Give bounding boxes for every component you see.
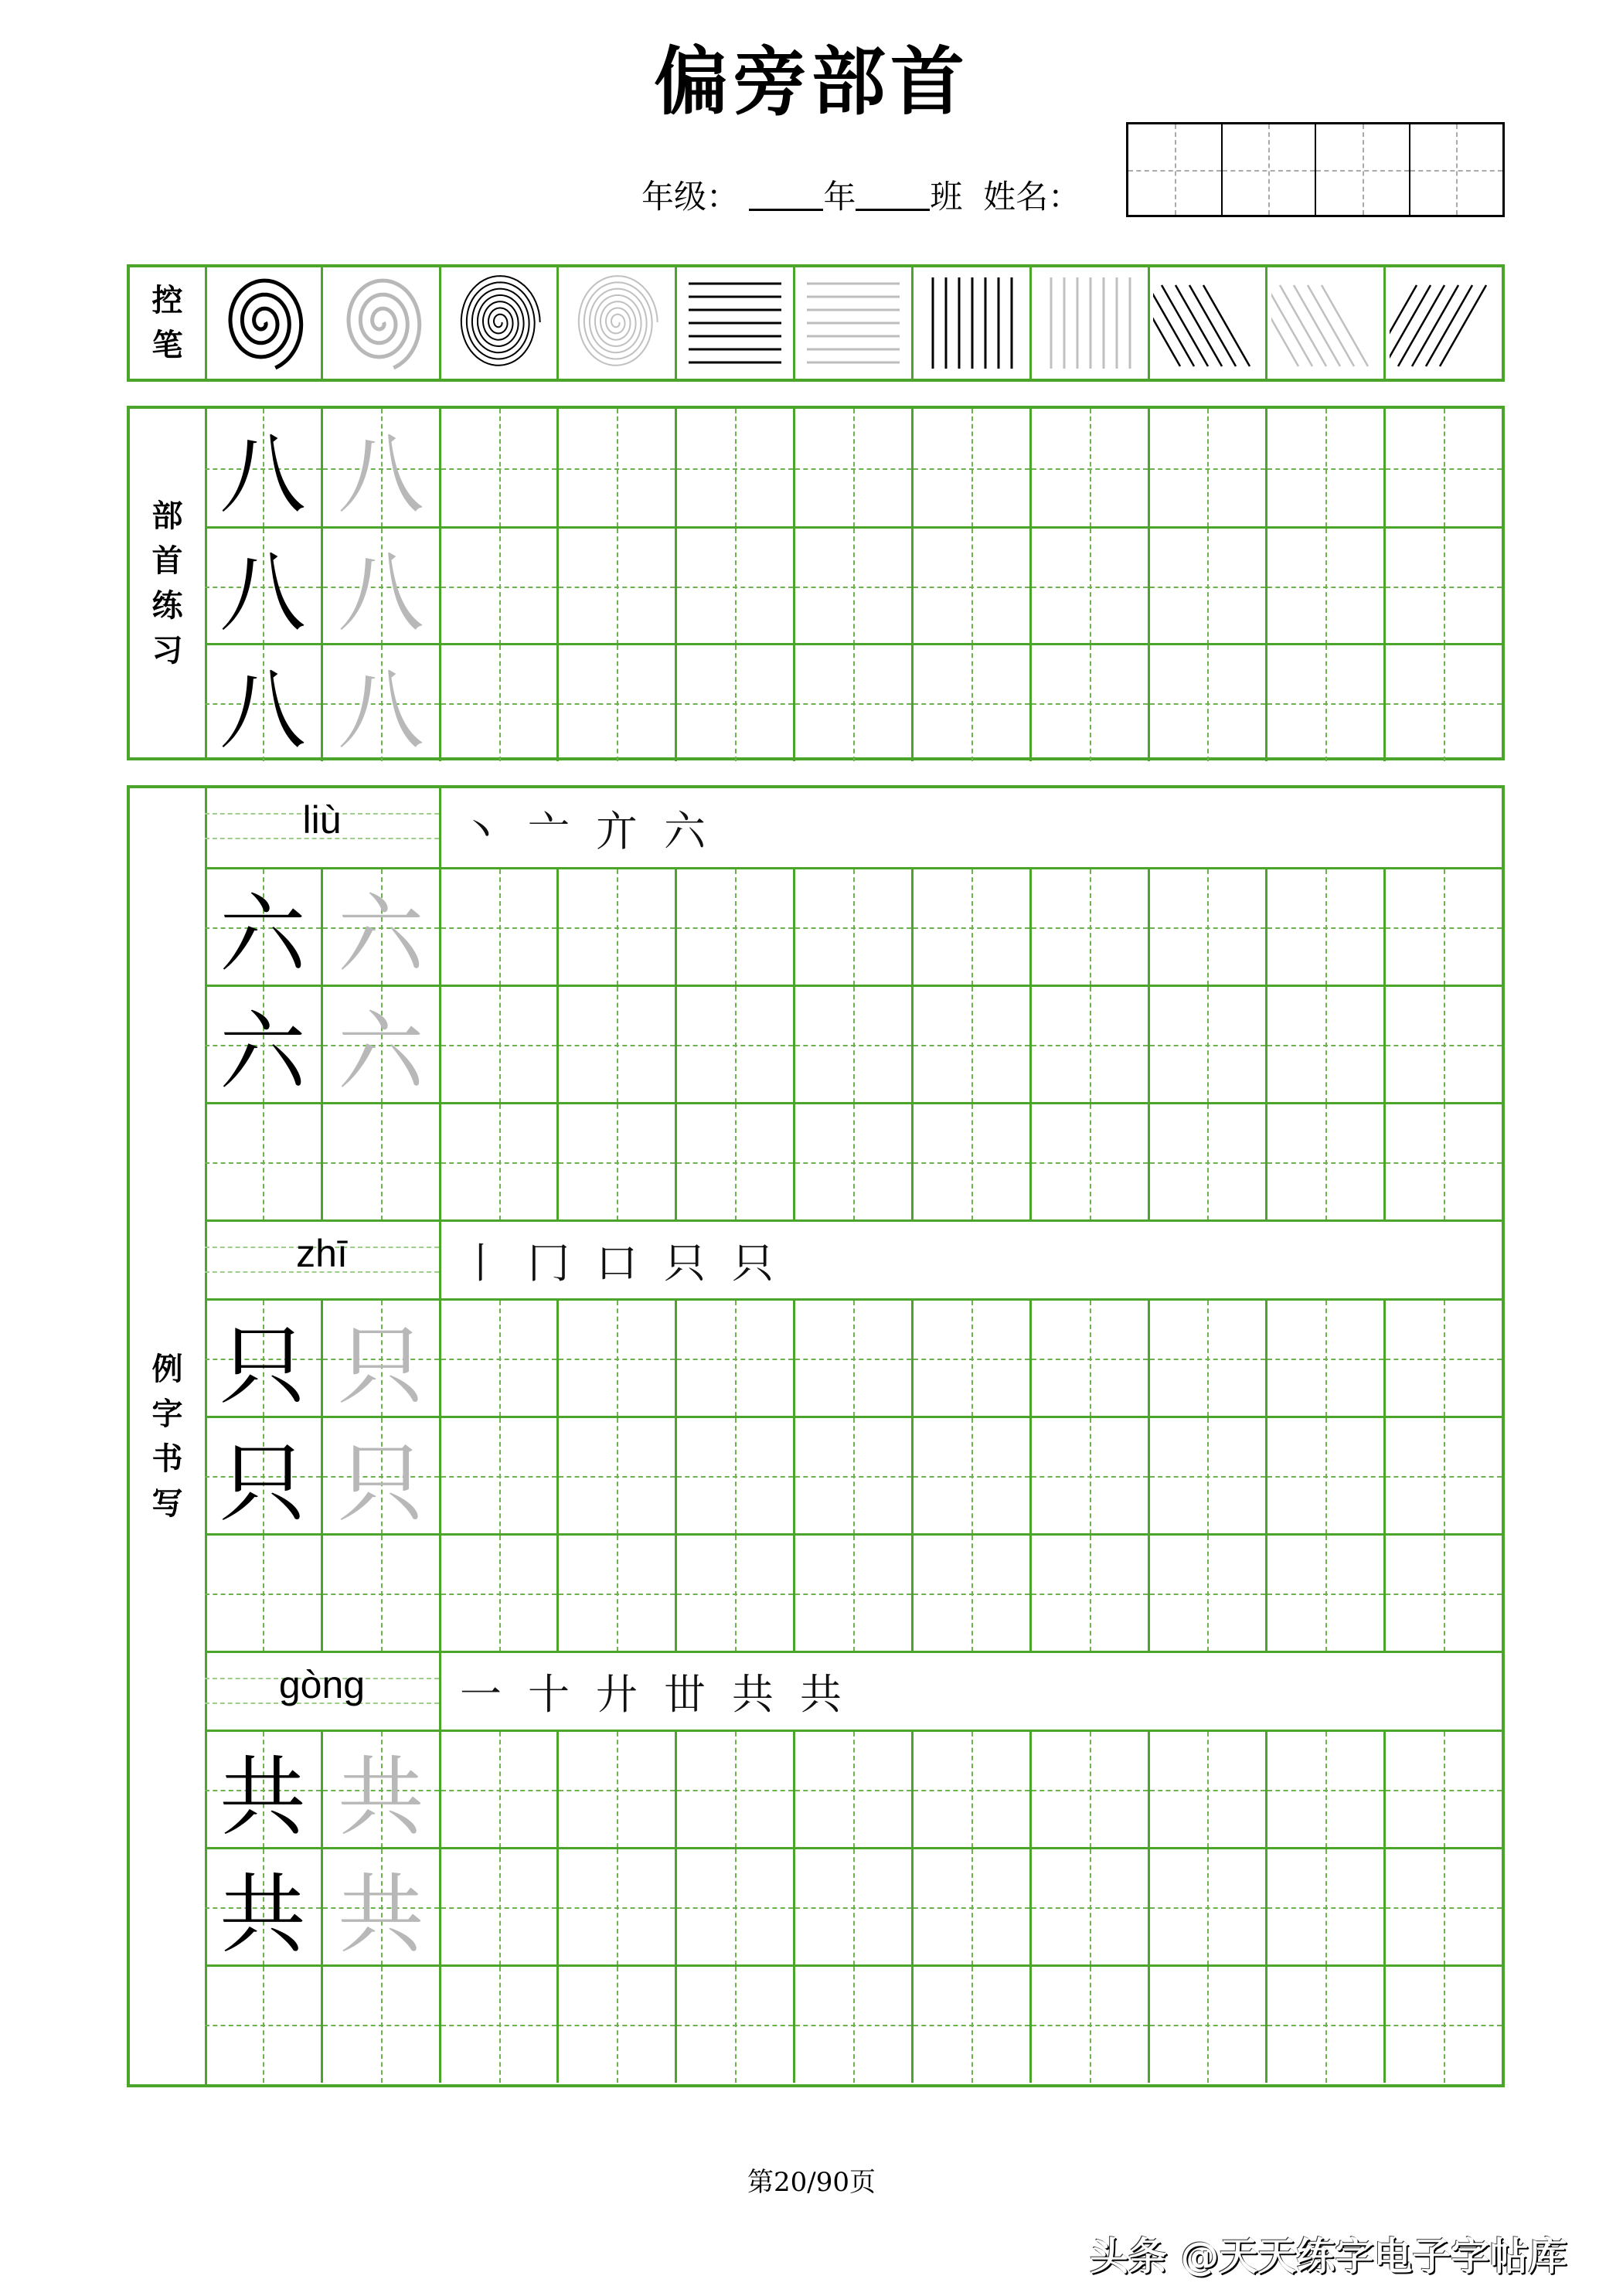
control-pattern-vertical-lines-icon (911, 267, 1029, 379)
tianzige-cell[interactable] (675, 1298, 793, 1417)
tianzige-cell[interactable] (205, 1964, 321, 2083)
tianzige-cell[interactable] (793, 1416, 911, 1534)
tianzige-cell[interactable] (1029, 985, 1148, 1103)
tianzige-cell[interactable] (205, 985, 321, 1103)
stroke-order (441, 788, 1502, 867)
label-char: 书 (151, 1440, 183, 1477)
tianzige-cell[interactable] (1029, 526, 1148, 645)
tianzige-cell[interactable] (1029, 1964, 1148, 2083)
tianzige-cell[interactable] (1265, 985, 1383, 1103)
stroke-step: 廾 (596, 1670, 638, 1719)
tianzige-cell[interactable] (205, 526, 321, 645)
stroke-step: 丗 (664, 1670, 706, 1719)
stroke-step: 丨 (460, 1239, 502, 1287)
tianzige-cell[interactable] (1029, 1298, 1148, 1417)
tianzige-cell[interactable] (1383, 1102, 1502, 1220)
control-pattern-vertical-lines-icon (1029, 267, 1148, 379)
stroke-step: 口 (596, 1239, 638, 1287)
tianzige-cell[interactable] (205, 409, 321, 527)
trace-character: 八 (337, 543, 424, 644)
tianzige-row (205, 1298, 1502, 1417)
stroke-order (441, 1222, 1502, 1298)
model-character: 八 (219, 425, 306, 526)
control-pattern-horizontal-lines-icon (675, 267, 793, 379)
tianzige-cell[interactable] (556, 526, 675, 645)
tianzige-cell[interactable] (911, 1102, 1029, 1220)
tianzige-cell[interactable] (1148, 1416, 1266, 1534)
name-label: 姓名： (983, 178, 1081, 216)
tianzige-cell[interactable] (793, 1964, 911, 2083)
tianzige-cell[interactable] (556, 1964, 675, 2083)
tianzige-cell[interactable] (205, 1533, 321, 1651)
tianzige-cell[interactable] (793, 1533, 911, 1651)
pinyin-box (205, 1222, 441, 1298)
tianzige-cell[interactable] (321, 1964, 439, 2083)
pinyin-stroke-row (205, 1651, 1502, 1730)
page-title: 偏旁部首 (654, 38, 969, 125)
label-char: 控 (151, 282, 183, 318)
stroke-step: 亣 (596, 806, 638, 855)
tianzige-cell[interactable] (1383, 1416, 1502, 1534)
tianzige-cell[interactable] (1265, 1964, 1383, 2083)
tianzige-cell[interactable] (793, 1730, 911, 1848)
label-char: 部 (151, 497, 183, 534)
radical-practice-label (130, 409, 207, 757)
model-character: 共 (219, 1864, 306, 1965)
trace-character: 六 (337, 884, 424, 985)
tianzige-cell[interactable] (321, 1533, 439, 1651)
class-blank[interactable] (856, 181, 930, 211)
tianzige-cell[interactable] (1029, 1847, 1148, 1965)
tianzige-cell[interactable] (321, 1298, 439, 1417)
tianzige-cell[interactable] (556, 643, 675, 761)
tianzige-cell[interactable] (793, 985, 911, 1103)
name-box-cell[interactable] (1410, 124, 1503, 215)
tianzige-row (205, 643, 1502, 761)
tianzige-cell[interactable] (556, 1298, 675, 1417)
pinyin-box (205, 788, 441, 867)
tianzige-row (205, 867, 1502, 985)
tianzige-cell[interactable] (1148, 643, 1266, 761)
tianzige-cell[interactable] (321, 526, 439, 645)
tianzige-cell[interactable] (1383, 1533, 1502, 1651)
pinyin-box (205, 1653, 441, 1730)
tianzige-cell[interactable] (556, 1416, 675, 1534)
tianzige-cell[interactable] (439, 1416, 557, 1534)
tianzige-cell[interactable] (1148, 1102, 1266, 1220)
tianzige-cell[interactable] (1029, 643, 1148, 761)
tianzige-cell[interactable] (1383, 1964, 1502, 2083)
tianzige-cell[interactable] (556, 1730, 675, 1848)
label-char: 写 (151, 1485, 183, 1522)
tianzige-cell[interactable] (439, 1102, 557, 1220)
model-character: 六 (219, 884, 306, 985)
tianzige-cell[interactable] (1148, 1730, 1266, 1848)
trace-character: 六 (337, 1002, 424, 1103)
tianzige-cell[interactable] (793, 1847, 911, 1965)
control-pattern-spiral-thick-icon (321, 267, 439, 379)
tianzige-cell[interactable] (675, 1102, 793, 1220)
tianzige-row (205, 1964, 1502, 2083)
tianzige-cell[interactable] (1265, 1730, 1383, 1848)
tianzige-cell[interactable] (675, 1730, 793, 1848)
tianzige-cell[interactable] (556, 1533, 675, 1651)
control-pen-section (127, 264, 1505, 382)
tianzige-row (205, 409, 1502, 527)
control-pattern-spiral-thin-icon (556, 267, 675, 379)
tianzige-row (205, 1102, 1502, 1220)
name-box-cell[interactable] (1316, 124, 1410, 215)
tianzige-cell[interactable] (1383, 1847, 1502, 1965)
tianzige-row (205, 1730, 1502, 1848)
page-number: 第20/90页 (747, 2167, 876, 2198)
tianzige-cell[interactable] (321, 1847, 439, 1965)
label-char: 笔 (151, 327, 183, 363)
stroke-step: 亠 (528, 806, 570, 855)
control-pattern-horizontal-lines-icon (793, 267, 911, 379)
pinyin-text: liù (302, 798, 342, 842)
tianzige-cell[interactable] (556, 1847, 675, 1965)
label-char: 字 (151, 1395, 183, 1432)
tianzige-row (205, 1416, 1502, 1534)
class-label: 班 (930, 178, 963, 216)
tianzige-cell[interactable] (205, 1298, 321, 1417)
tianzige-cell[interactable] (1265, 867, 1383, 985)
tianzige-cell[interactable] (1265, 1298, 1383, 1417)
tianzige-cell[interactable] (911, 1533, 1029, 1651)
label-char: 练 (151, 587, 183, 624)
label-char: 习 (151, 631, 183, 668)
tianzige-cell[interactable] (675, 409, 793, 527)
tianzige-cell[interactable] (439, 1847, 557, 1965)
tianzige-cell[interactable] (911, 1847, 1029, 1965)
tianzige-cell[interactable] (205, 1102, 321, 1220)
tianzige-cell[interactable] (1148, 409, 1266, 527)
tianzige-cell[interactable] (911, 526, 1029, 645)
tianzige-row (205, 1533, 1502, 1651)
tianzige-cell[interactable] (205, 1730, 321, 1848)
tianzige-cell[interactable] (911, 867, 1029, 985)
name-box-cell[interactable] (1128, 124, 1223, 215)
model-character: 共 (219, 1747, 306, 1848)
student-info-line (641, 172, 1080, 218)
trace-character: 只 (337, 1433, 424, 1534)
model-character: 只 (219, 1315, 306, 1417)
tianzige-cell[interactable] (1029, 1416, 1148, 1534)
name-box[interactable] (1126, 122, 1505, 217)
label-char: 首 (151, 542, 183, 579)
pinyin-text: gòng (278, 1663, 366, 1706)
trace-character: 八 (337, 660, 424, 761)
example-writing-section (127, 785, 1505, 2087)
tianzige-cell[interactable] (205, 643, 321, 761)
control-pattern-diagonal-up-icon (1383, 267, 1502, 379)
tianzige-cell[interactable] (793, 526, 911, 645)
stroke-step: 冂 (528, 1239, 570, 1287)
stroke-step: 共 (732, 1670, 774, 1719)
tianzige-cell[interactable] (1265, 643, 1383, 761)
tianzige-row (205, 1847, 1502, 1965)
tianzige-cell[interactable] (1383, 643, 1502, 761)
tianzige-cell[interactable] (556, 1102, 675, 1220)
trace-character: 共 (337, 1747, 424, 1848)
tianzige-cell[interactable] (321, 985, 439, 1103)
tianzige-cell[interactable] (1148, 985, 1266, 1103)
tianzige-cell[interactable] (675, 1533, 793, 1651)
stroke-step: 丶 (460, 806, 502, 855)
tianzige-cell[interactable] (439, 643, 557, 761)
tianzige-row (205, 526, 1502, 645)
tianzige-cell[interactable] (556, 409, 675, 527)
control-pen-label (130, 267, 207, 379)
tianzige-cell[interactable] (1265, 1533, 1383, 1651)
tianzige-cell[interactable] (1029, 1730, 1148, 1848)
stroke-step: 只 (664, 1239, 706, 1287)
grade-label: 年级： (641, 178, 740, 216)
tianzige-cell[interactable] (1148, 1533, 1266, 1651)
tianzige-cell[interactable] (439, 1730, 557, 1848)
tianzige-cell[interactable] (439, 1964, 557, 2083)
stroke-order (441, 1653, 1502, 1730)
tianzige-cell[interactable] (439, 985, 557, 1103)
grade-year-blank[interactable] (749, 181, 823, 211)
model-character: 八 (219, 660, 306, 761)
watermark: 头条 @天天练字电子字帖库 (1090, 2234, 1567, 2279)
tianzige-cell[interactable] (1029, 409, 1148, 527)
tianzige-cell[interactable] (1148, 867, 1266, 985)
tianzige-cell[interactable] (1148, 1298, 1266, 1417)
model-character: 六 (219, 1002, 306, 1103)
tianzige-cell[interactable] (1029, 1102, 1148, 1220)
stroke-step: 共 (800, 1670, 842, 1719)
radical-practice-section (127, 406, 1505, 760)
tianzige-cell[interactable] (1029, 867, 1148, 985)
tianzige-cell[interactable] (675, 867, 793, 985)
pinyin-stroke-row (205, 1219, 1502, 1298)
control-pattern-spiral-thin-icon (439, 267, 557, 379)
tianzige-cell[interactable] (321, 1416, 439, 1534)
tianzige-cell[interactable] (321, 643, 439, 761)
tianzige-cell[interactable] (205, 867, 321, 985)
control-pattern-spiral-thick-icon (205, 267, 321, 379)
tianzige-cell[interactable] (321, 867, 439, 985)
tianzige-cell[interactable] (911, 409, 1029, 527)
example-writing-label (130, 788, 207, 2084)
tianzige-cell[interactable] (439, 526, 557, 645)
trace-character: 只 (337, 1315, 424, 1417)
tianzige-cell[interactable] (1383, 985, 1502, 1103)
control-pattern-diagonal-down-icon (1148, 267, 1266, 379)
tianzige-cell[interactable] (1383, 867, 1502, 985)
tianzige-cell[interactable] (321, 1730, 439, 1848)
control-pattern-diagonal-down-icon (1265, 267, 1383, 379)
tianzige-cell[interactable] (1265, 1847, 1383, 1965)
tianzige-cell[interactable] (911, 643, 1029, 761)
stroke-step: 十 (528, 1670, 570, 1719)
tianzige-cell[interactable] (439, 867, 557, 985)
tianzige-cell[interactable] (205, 1416, 321, 1534)
tianzige-cell[interactable] (1265, 1102, 1383, 1220)
tianzige-cell[interactable] (793, 867, 911, 985)
tianzige-cell[interactable] (911, 1416, 1029, 1534)
tianzige-cell[interactable] (1148, 526, 1266, 645)
label-char: 例 (151, 1350, 183, 1387)
stroke-step: 只 (732, 1239, 774, 1287)
tianzige-cell[interactable] (1383, 1298, 1502, 1417)
tianzige-cell[interactable] (675, 1416, 793, 1534)
stroke-step: 六 (664, 806, 706, 855)
tianzige-cell[interactable] (439, 409, 557, 527)
tianzige-cell[interactable] (793, 1102, 911, 1220)
tianzige-cell[interactable] (911, 1964, 1029, 2083)
tianzige-cell[interactable] (321, 1102, 439, 1220)
tianzige-cell[interactable] (556, 985, 675, 1103)
tianzige-cell[interactable] (675, 643, 793, 761)
tianzige-cell[interactable] (556, 867, 675, 985)
tianzige-cell[interactable] (1029, 1533, 1148, 1651)
tianzige-cell[interactable] (793, 409, 911, 527)
model-character: 八 (219, 543, 306, 644)
tianzige-cell[interactable] (675, 985, 793, 1103)
model-character: 只 (219, 1433, 306, 1534)
tianzige-cell[interactable] (911, 1730, 1029, 1848)
tianzige-cell[interactable] (439, 1533, 557, 1651)
tianzige-cell[interactable] (1383, 1730, 1502, 1848)
trace-character: 八 (337, 425, 424, 526)
tianzige-cell[interactable] (205, 1847, 321, 1965)
tianzige-cell[interactable] (1265, 409, 1383, 527)
tianzige-cell[interactable] (911, 1298, 1029, 1417)
tianzige-cell[interactable] (1265, 1416, 1383, 1534)
tianzige-cell[interactable] (321, 409, 439, 527)
tianzige-cell[interactable] (439, 1298, 557, 1417)
name-box-cell[interactable] (1223, 124, 1317, 215)
tianzige-cell[interactable] (1265, 526, 1383, 645)
tianzige-cell[interactable] (793, 643, 911, 761)
tianzige-cell[interactable] (1148, 1847, 1266, 1965)
stroke-step: 一 (460, 1670, 502, 1719)
pinyin-stroke-row (205, 788, 1502, 867)
tianzige-cell[interactable] (675, 1964, 793, 2083)
tianzige-cell[interactable] (1383, 526, 1502, 645)
pinyin-text: zhī (296, 1232, 348, 1275)
tianzige-cell[interactable] (793, 1298, 911, 1417)
control-pattern-row (205, 267, 1502, 379)
tianzige-cell[interactable] (911, 985, 1029, 1103)
trace-character: 共 (337, 1864, 424, 1965)
tianzige-row (205, 985, 1502, 1103)
tianzige-cell[interactable] (1148, 1964, 1266, 2083)
tianzige-cell[interactable] (675, 526, 793, 645)
tianzige-cell[interactable] (675, 1847, 793, 1965)
year-label: 年 (823, 178, 856, 216)
tianzige-cell[interactable] (1383, 409, 1502, 527)
